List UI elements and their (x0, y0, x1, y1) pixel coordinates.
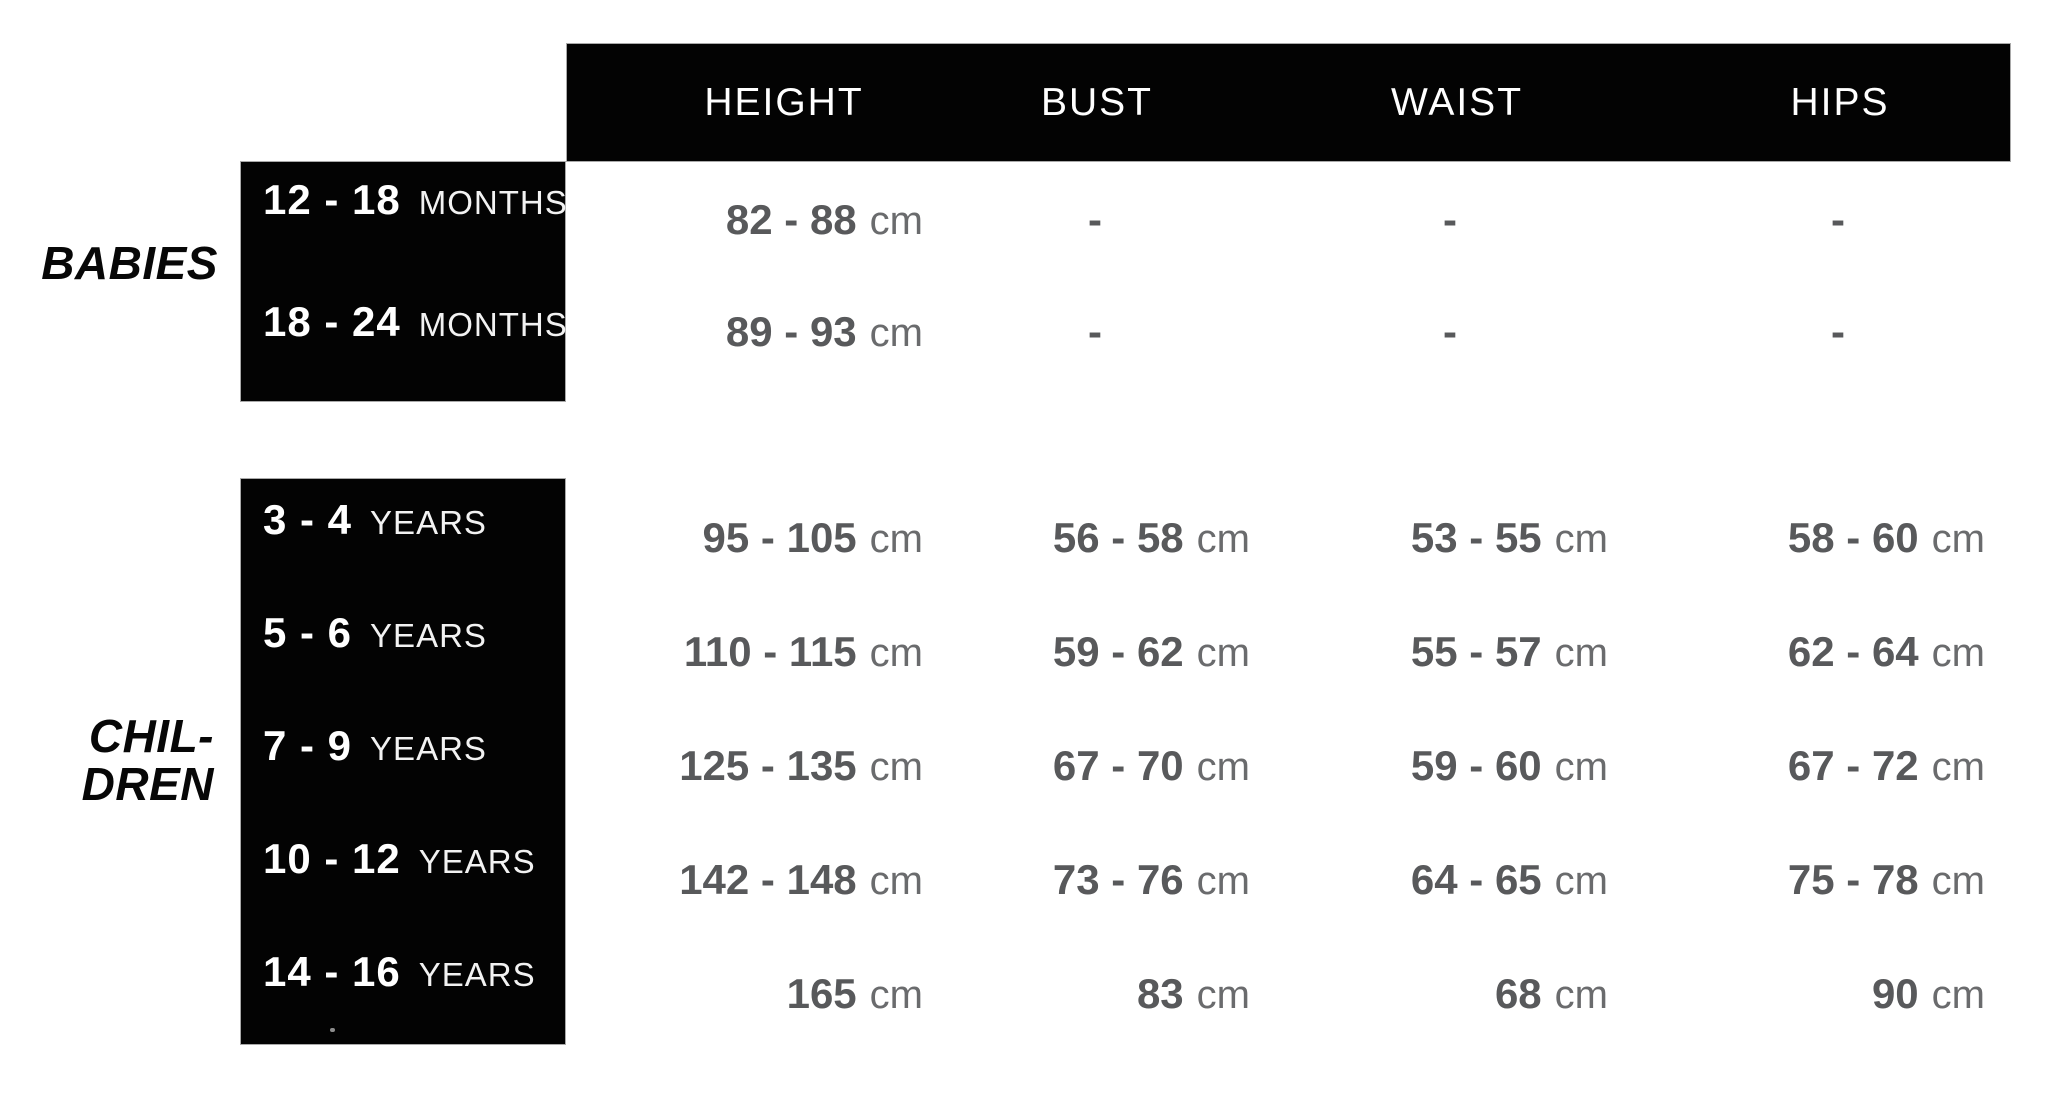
measurement-unit: cm (1931, 973, 1985, 1017)
measurement-unit: cm (1196, 517, 1250, 561)
measurement-number: 125 - 135 (679, 742, 857, 789)
measurement-cell-waist-children-1 (1228, 622, 1608, 682)
age-unit-text: YEARS (370, 730, 487, 767)
age-cell-babies-row-0 (263, 170, 568, 230)
measurement-cell-bust-children-3 (870, 850, 1250, 910)
measurement-unit: cm (1931, 745, 1985, 789)
measurement-number: 64 - 65 (1410, 856, 1542, 903)
measurement-number: 89 - 93 (725, 308, 857, 355)
measurement-cell-hips-children-2 (1605, 736, 1985, 796)
measurement-unit: cm (869, 859, 923, 903)
measurement-unit: cm (1554, 745, 1608, 789)
measurement-number: 83 (1136, 970, 1184, 1017)
measurement-unit: cm (1554, 517, 1608, 561)
group-label-children-line1: CHIL- (88, 710, 214, 762)
measurement-unit: cm (1554, 631, 1608, 675)
measurement-cell-waist-children-4 (1228, 964, 1608, 1024)
measurement-cell-height-children-1 (543, 622, 923, 682)
measurement-unit: cm (1931, 859, 1985, 903)
measurement-cell-waist-children-2 (1228, 736, 1608, 796)
column-header-waist: WAIST (1390, 81, 1524, 124)
measurement-cell-height-babies-1 (543, 302, 923, 362)
measurement-number: 62 - 64 (1787, 628, 1919, 675)
group-label-children-line2: DREN (81, 758, 214, 810)
age-unit-text: YEARS (418, 843, 536, 880)
age-unit-text: MONTHS (418, 306, 568, 343)
age-unit-text: YEARS (418, 956, 536, 993)
empty-measurement-dash-waist-babies-0: - (1443, 196, 1457, 243)
measurement-number: 82 - 88 (725, 196, 857, 243)
measurement-unit: cm (1554, 973, 1608, 1017)
measurement-number: 53 - 55 (1410, 514, 1542, 561)
measurement-cell-bust-children-4 (870, 964, 1250, 1024)
measurement-number: 165 (786, 970, 857, 1017)
column-header-hips: HIPS (1790, 81, 1890, 124)
measurement-unit: cm (869, 517, 923, 561)
age-cell-children-row-2 (263, 716, 487, 776)
empty-measurement-dash-hips-babies-0: - (1831, 196, 1845, 243)
measurement-unit: cm (1196, 973, 1250, 1017)
measurement-cell-bust-children-2 (870, 736, 1250, 796)
age-cell-children-row-0 (263, 490, 487, 550)
measurement-number: 90 (1871, 970, 1919, 1017)
measurement-cell-height-children-2 (543, 736, 923, 796)
age-unit-text: MONTHS (418, 184, 568, 221)
measurement-unit: cm (1196, 745, 1250, 789)
measurement-unit: cm (869, 973, 923, 1017)
age-cell-children-row-1 (263, 603, 487, 663)
measurement-unit: cm (1931, 631, 1985, 675)
age-unit-text: YEARS (370, 617, 487, 654)
age-range-text: 10 - 12 (263, 835, 401, 882)
age-range-text: 7 - 9 (263, 722, 353, 769)
measurement-number: 142 - 148 (679, 856, 857, 903)
measurement-unit: cm (869, 631, 923, 675)
measurement-cell-hips-children-3 (1605, 850, 1985, 910)
measurement-cell-hips-children-4 (1605, 964, 1985, 1024)
empty-measurement-dash-waist-babies-1: - (1443, 308, 1457, 355)
measurement-number: 55 - 57 (1410, 628, 1542, 675)
artifact-dot (330, 1028, 335, 1032)
measurement-number: 58 - 60 (1787, 514, 1919, 561)
measurement-unit: cm (869, 745, 923, 789)
group-label-children (0, 712, 214, 808)
age-range-text: 3 - 4 (263, 496, 353, 543)
measurement-unit: cm (869, 199, 923, 243)
measurement-cell-height-children-3 (543, 850, 923, 910)
age-cell-children-row-3 (263, 829, 536, 889)
empty-measurement-dash-bust-babies-1: - (1088, 308, 1102, 355)
age-cell-babies-row-1 (263, 292, 568, 352)
measurement-number: 59 - 60 (1410, 742, 1542, 789)
age-range-text: 18 - 24 (263, 298, 401, 345)
measurement-cell-waist-children-3 (1228, 850, 1608, 910)
measurement-number: 56 - 58 (1052, 514, 1184, 561)
measurement-cell-height-children-0 (543, 508, 923, 568)
measurement-cell-bust-children-0 (870, 508, 1250, 568)
age-range-text: 5 - 6 (263, 609, 353, 656)
group-label-babies: BABIES (41, 237, 218, 289)
measurement-unit: cm (1554, 859, 1608, 903)
measurement-cell-hips-children-1 (1605, 622, 1985, 682)
measurement-unit: cm (1196, 631, 1250, 675)
measurement-cell-height-babies-0 (543, 190, 923, 250)
age-range-text: 12 - 18 (263, 176, 401, 223)
measurement-number: 75 - 78 (1787, 856, 1919, 903)
measurement-number: 68 (1494, 970, 1542, 1017)
measurement-number: 67 - 72 (1787, 742, 1919, 789)
age-cell-children-row-4 (263, 942, 536, 1002)
age-range-text: 14 - 16 (263, 948, 401, 995)
empty-measurement-dash-hips-babies-1: - (1831, 308, 1845, 355)
age-unit-text: YEARS (370, 504, 487, 541)
empty-measurement-dash-bust-babies-0: - (1088, 196, 1102, 243)
measurement-number: 67 - 70 (1052, 742, 1184, 789)
measurement-cell-hips-children-0 (1605, 508, 1985, 568)
measurement-cell-height-children-4 (543, 964, 923, 1024)
measurement-unit: cm (869, 311, 923, 355)
column-header-bust: BUST (1040, 81, 1153, 124)
measurement-unit: cm (1196, 859, 1250, 903)
measurement-unit: cm (1931, 517, 1985, 561)
measurement-cell-waist-children-0 (1228, 508, 1608, 568)
measurement-number: 73 - 76 (1052, 856, 1184, 903)
measurement-number: 59 - 62 (1052, 628, 1184, 675)
column-header-height: HEIGHT (704, 81, 864, 124)
measurement-cell-bust-children-1 (870, 622, 1250, 682)
measurement-number: 95 - 105 (702, 514, 857, 561)
measurement-number: 110 - 115 (683, 628, 857, 675)
